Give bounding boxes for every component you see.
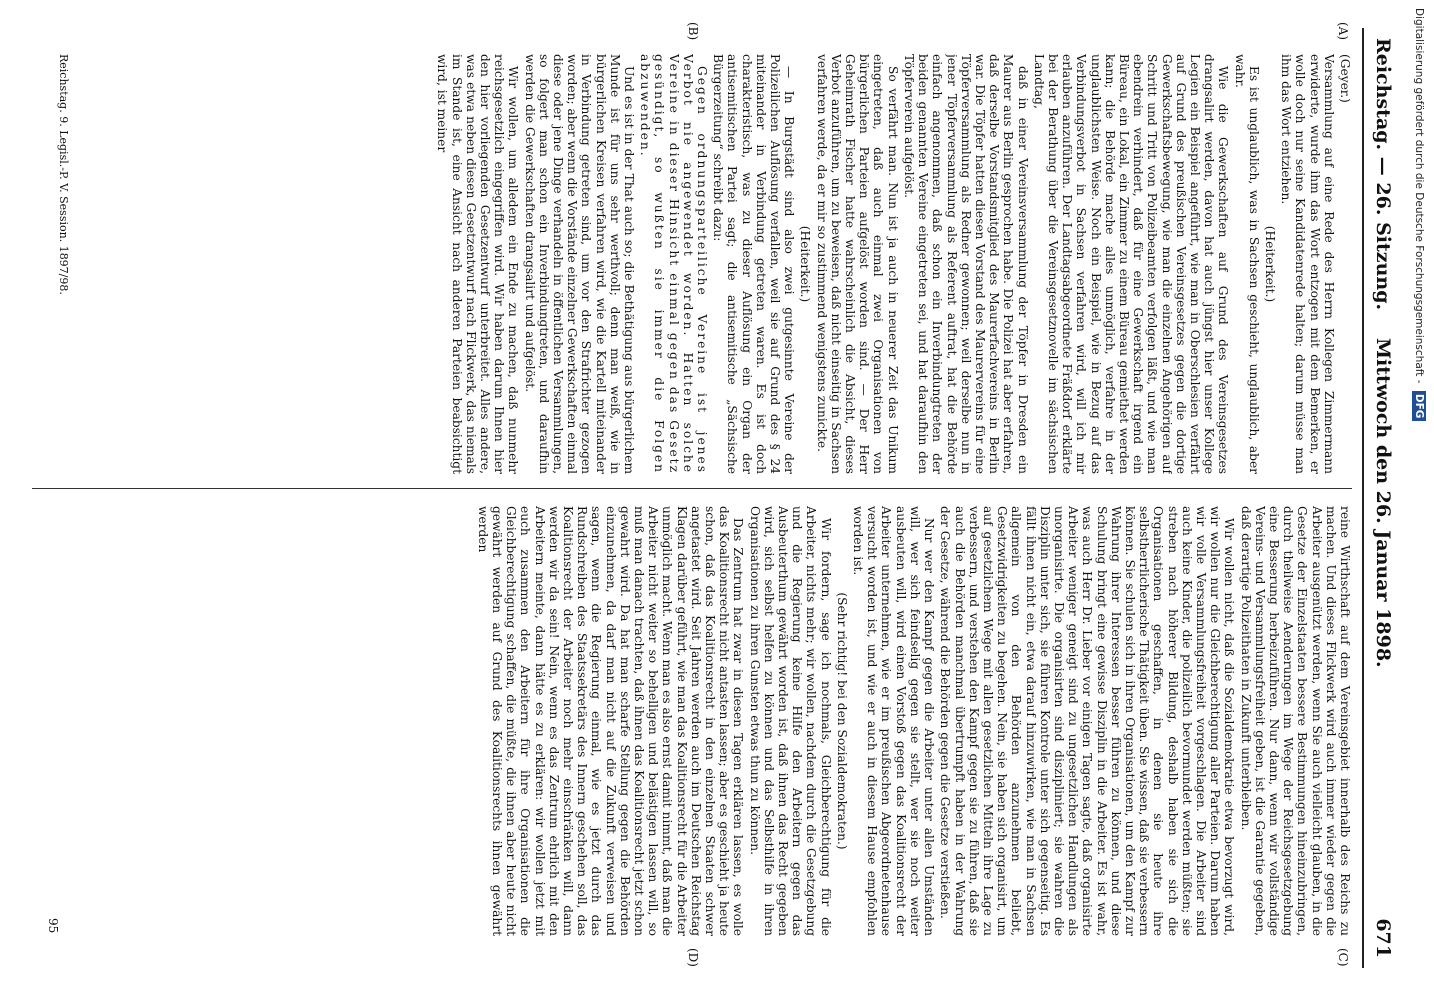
rotated-newspaper-page	[0, 18, 1400, 978]
header-date: Mittwoch den 26. Januar 1898.	[1372, 338, 1394, 668]
left-text-column	[12, 54, 1352, 474]
margin-mark-c: (C)	[1336, 948, 1350, 967]
margin-mark-a: (A)	[1336, 22, 1350, 41]
paragraph: Das Zentrum hat zwar in diesen Tagen erklären lassen, es wolle das Koalitionsrecht nicht antasten lassen; aber es geschieht ja heute schon, daß das Koalitionsrecht in den einzelnen Staaten schwer angetastet wird. Seit Jahren werden auch im Deutschen Reichstag Klagen darüber geführt, wie man das Koalitionsrecht für die Arbeiter unmöglich macht. Wenn man es also ernst damit nimmt, daß man die Arbeiter nicht weiter so behelligen und belästigen lassen will, so muß man danach trachten, daß ihnen das Koalitionsrecht jetzt schon gewahrt wird. Da hat man scharfe Stellung gegen die Behörden einzunehmen, da darf man nicht auf die Zukunft verweisen und sagen, wenn die Regierung einmal, wie es jetzt durch das Rundschreiben des Staatssekretärs des Innern geschehen soll, das Koalitionsrecht der Arbeiter noch mehr einschränken will, dann werden wir da sein! Nein, wenn es das Zentrum ehrlich mit den Arbeitern meinte, dann hätte es zu erklären: wir wollen jetzt mit euch zusammen den Arbeitern für ihre Organisationen die Gleichberechtigung schaffen, die müßte, die ihnen aber heute nicht gewährt werden auf Grund des Koalitionsrechts ihnen gewährt werden	[475, 506, 746, 936]
paragraph: (Heiterkeit.)	[798, 225, 813, 303]
paragraph: Wir fordern, sage ich nochmals, Gleichberechtigung für die Arbeiter, nichts mehr; wir wollen, nachdem durch die Gesetzgebung und die Regierung keine Hilfe den Arbeitern gegen das Ausbeuterthum gewährt worden ist, daß ihnen das Recht gegeben wird, sich selbst helfen zu können und das Selbsthilfe in ihren Organisationen zu ihren Gunsten etwas thun zu können.	[747, 506, 833, 936]
margin-mark-b: (B)	[686, 22, 700, 41]
header-session: Reichstag. — 26. Sitzung.	[1372, 38, 1394, 311]
paragraph: (Heiterkeit.)	[1262, 225, 1277, 303]
paragraph: Nur wer den Kampf gegen die Arbeiter unter allen Umständen will, wer sich feindselig gegen sie stellt, wer sie noch weiter ausbeuten will, wird einen Vorstoß gegen das Koalitionsrecht der Arbeiter unternehmen, wie er im preußischen Abgeordnetenhause versucht worden ist, und wie er auch in diesem Hause empfohlen worden ist.	[851, 506, 937, 936]
page-footer: Reichstag. 9. Legisl.-P. V. Session. 1897/98.	[57, 54, 70, 295]
paragraph: So verfährt man. Nun ist ja auch in neuerer Zeit das Unikum eingetreten, daß auch einmal zwei Organisationen von bürgerlichen Parteien aufgelöst worden sind. — Der Herr Geheimrath Fischer hatte wahrscheinlich die Absicht, dieses Verbot anzuführen, um zu beweisen, daß nicht einseitig in Sachsen verfahren werde, da er mir so zustimmend wenigstens zunickte.	[814, 54, 900, 474]
digitization-credit	[1406, 8, 1432, 992]
margin-mark-d: (D)	[686, 948, 700, 967]
column-divider	[32, 488, 1352, 489]
paragraph: — In Burgstädt sind also zwei gutgesinnte Vereine der Polizeilichen Auflösung verfallen, weil sie auf Grund des § 24 miteinander in Verbindung getreten waren. Es ist doch charakteristisch, was zu dieser Auflösung ein Organ der antisemitischen Partei sagt; die antisemitische „Sächsische Bürgerzeitung“ schreibt dazu:	[711, 54, 797, 474]
paragraph: Versammlung auf eine Rede des Herrn Kollegen Zimmermann erwiderte, wurde ihm das Wort entzogen mit dem Bemerken, er wolle doch nur seine Kandidatenrede halten; darum müsse man ihm das Wort entziehen.	[1279, 54, 1336, 474]
paragraph: (Sehr richtig! bei den Sozialdemokraten.)	[834, 592, 849, 850]
paragraph: reine Wirthschaft auf dem Vereinsgebiet innerhalb des Reichs zu machen. Und dieses Flickwerk wird auch immer wieder gegen die Arbeiter ausgenützt werden, wenn Sie auch vielleicht glauben, in die Gesetze der Einzelstaaten bessere Bestimmungen hineinzubringen, durch theilweise Aenderungen im Wege der Reichsgesetzgebung eine Besserung herbeizuführen. Nur dann, wenn wir vollständige Vereins- und Versammlungsfreiheit geben, ist die Garantie gegeben, daß derartige Polizeithaten in Zukunft unterbleiben.	[1238, 506, 1352, 936]
header-page-number: 671	[1372, 918, 1394, 958]
signature-number: 95	[46, 918, 60, 934]
paragraph: daß in einer Vereinsversammlung der Töpfer in Dresden ein Maurer aus Berlin gesprochen habe. Die Polizei hat aber erfahren, daß derselbe Vorstandsmitglied des Maurerfachvereins in Berlin war. Die Töpfer hatten diesen Vorstand des Maurervereins für eine Töpferversammlung als Redner gewonnen; weil derselbe nun in jener Töpferversammlung als Referent auftrat, hat die Behörde einfach angenommen, daß schon ein Inverbindungtreten der beiden genannten Vereine eingetreten sei, und hat daraufhin den Töpferverein aufgelöst.	[901, 54, 1030, 474]
dfg-logo: DFG	[1412, 391, 1426, 422]
paragraph: (Geyer.)	[1338, 54, 1352, 103]
paragraph: Wir wollen, um alledem ein Ende zu machen, daß nunmehr reichsgesetzlich eingegriffen wird. Wir haben darum Ihnen hier den hier vorliegenden Gesetzentwurf unterbreitet. Alles andere, was etwa neben diesen Gesetzentwurf nach Flickwerk, das niemals im Stande ist, eine Ansicht nach anderen Parteien beabsichtigt wird, ist meiner	[435, 54, 521, 474]
paragraph: Und es ist in der That auch so; die Bethätigung aus bürgerlichem Munde ist für uns sehr werthvoll; denn man weiß, wie in bürgerlichen Kreisen verfahren wird, wie die Kartell miteinander in Verbindung getreten sind, um vor den Strafrichter gezogen worden; aber wenn die Vorstände einzelner Gewerkschaften einmal diese oder jene Dinge verhandeln in öffentlichen Versammlungen, so folgert man schon ein Inverbindungtreten, und daraufhin werden die Gewerkschaften drangsalirt und aufgelöst.	[522, 54, 637, 474]
paragraph: Wir wollen nicht, daß die Sozialdemokratie etwa bevorzugt wird, wir wollen nur die Gleichberechtigung aller Parteien. Darum haben wir volle Versammlungsfreiheit vorgeschlagen. Die Arbeiter sind auch keine Kinder, die polizeilich bevormundet werden müßten; sie streben nach höherer Bildung, deshalb haben sie sich die Organisationen geschaffen, in denen sie heute ihre selbstherrlicherische Thätigkeit üben. Sie wissen, daß sie verbessern können. Sie schulen sich in ihren Organisationen, um den Kampf zur Wahrung ihrer Interessen besser führen zu können, und diese Schulung bringt eine gewisse Disziplin in die Arbeiter. Es ist wahr, was auch Herr Dr. Lieber vor einigen Tagen sagte, daß organisirte Arbeiter weniger geneigt sind zu ungesetzlichen Handlungen als unorganisirte. Die organisirten sind diszipliniert; sie wahren die Disziplin unter sich, sie führen Kontrole unter sich gegenseitig. Es fällt ihnen nicht ein, etwa darauf hinzuwirken, wie man in Sachsen allgemein von den Behörden anzunehmen beliebt, Gesetzwidrigkeiten zu begehen. Nein, sie haben sich organisirt, um auf gesetzlichem Wege mit allen gesetzlichen Mitteln ihre Lage zu verbessern, und verstehen den Kampf gegen sie zu führen, daß sie auch die Behörden manchmal übertrumpft haben in der Wahrung der Gesetze, während die Behörden gegen die Gesetze verstießen.	[938, 506, 1237, 936]
paragraph: Wie die Gewerkschaften auf Grund des Vereinsgesetzes drangsalirt werden, davon hat auch jüngst hier unser Kollege Legien ein Beispiel angeführt, wie man in Oberschlesien verfährt auf Grund des preußischen Vereinsgesetzes gegen die dortige Gewerkschaftsbewegung, wie man die einzelnen Angehörigen auf Schritt und Tritt von Polizeibeamten verfolgen läßt, und wie man ebendrein verhindert, daß für eine Gewerkschaft irgend ein Büreau, ein Lokal, ein Zimmer zu einem Büreau gemiethet werden kann; die Behörde mache alles unmöglich, verfahre in der unglaublichsten Weise. Noch ein Beispiel, wie in Bezug auf das Verbindungsverbot in Sachsen verfahren wird, will ich mir erlauben anzuführen. Der Landtagsabgeordnete Fräßdorf erklärte bei der Berathung über die Vereinsgesetznovelle im sächsischen Landtag,	[1031, 54, 1231, 474]
right-text-column	[12, 506, 1352, 936]
page-header	[1364, 38, 1394, 958]
paragraph: Gegen ordnungsparteiliche Vereine ist jenes Verbot nie angewendet worden. Hatten solche Vereine in dieser Hinsicht einmal gegen das Gesetz gesündigt, so wußten sie immer die Folgen abzuwenden.	[638, 54, 710, 474]
paragraph: Es ist unglaublich, was in Sachsen geschieht, unglaublich, aber wahr.	[1232, 54, 1261, 474]
header-rule	[1362, 28, 1364, 968]
credit-text: Digitalisierung gefördert durch die Deutsche Forschungsgemeinschaft -	[1413, 8, 1425, 384]
